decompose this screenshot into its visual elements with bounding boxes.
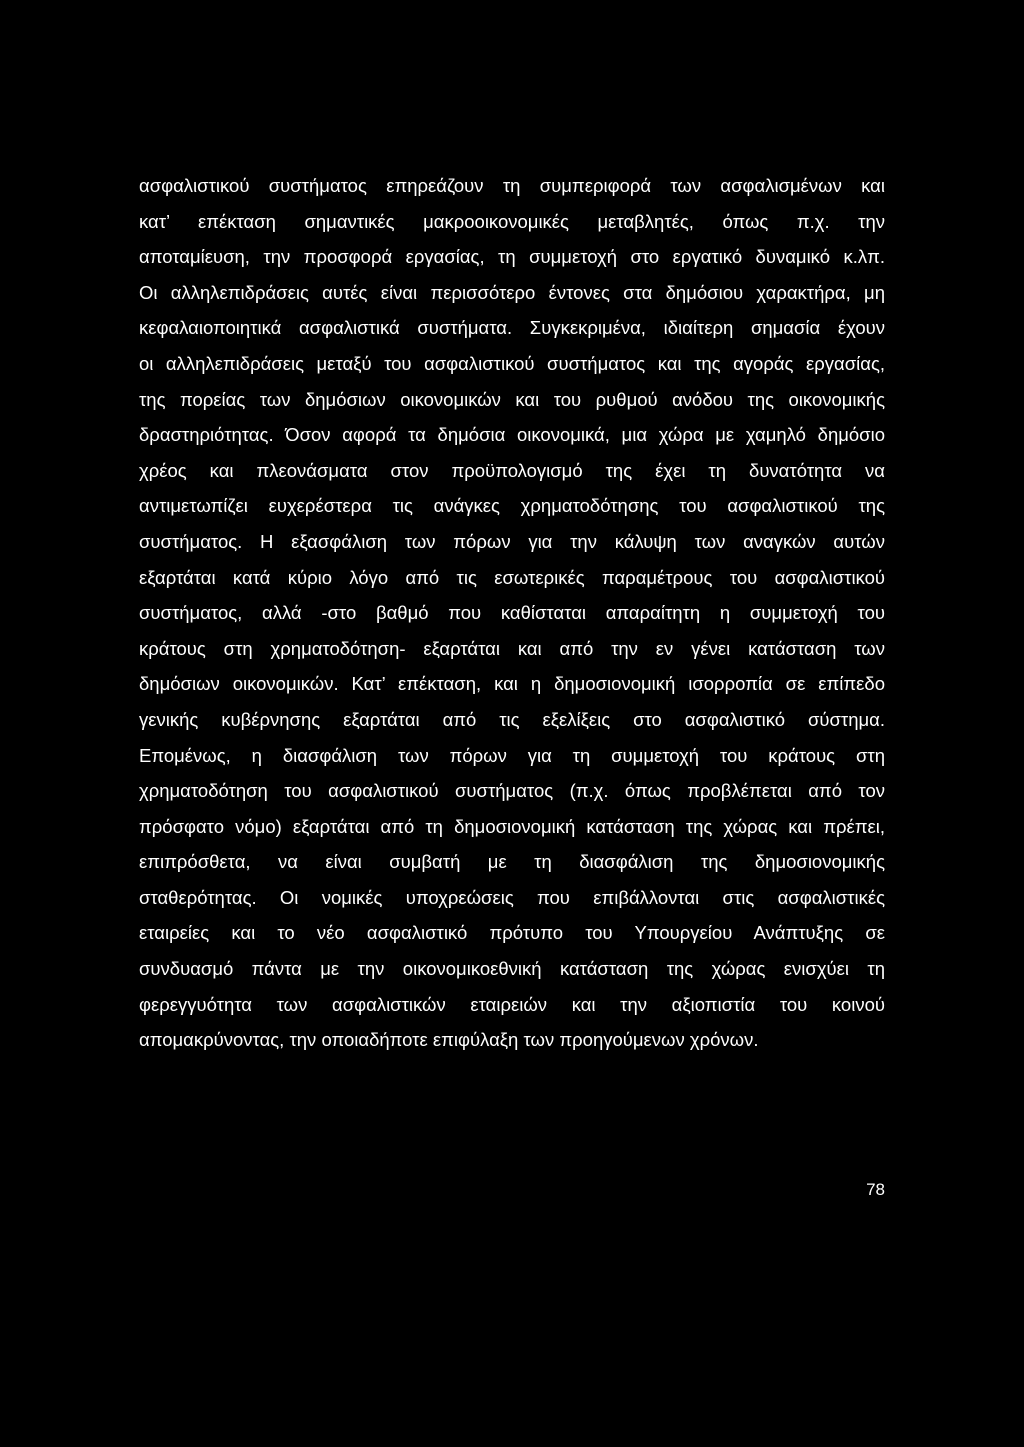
text-line: φερεγγυότητα των ασφαλιστικών εταιρειών και την αξιοπιστία του κοινού <box>139 993 885 1015</box>
body-paragraph <box>139 168 885 1058</box>
text-line: συστήματος, αλλά -στο βαθμό που καθίσταται απαραίτητη η συμμετοχή του <box>139 602 885 624</box>
text-line: κράτους στη χρηματοδότηση- εξαρτάται και από την εν γένει κατάσταση των <box>139 637 885 659</box>
text-line: κεφαλαιοποιητικά ασφαλιστικά συστήματα. Συγκεκριμένα, ιδιαίτερη σημασία έχουν <box>139 317 885 339</box>
text-line: Επομένως, η διασφάλιση των πόρων για τη συμμετοχή του κράτους στη <box>139 744 885 766</box>
text-line: αποταμίευση, την προσφορά εργασίας, τη συμμετοχή στο εργατικό δυναμικό κ.λπ. <box>139 246 885 268</box>
text-line: εξαρτάται κατά κύριο λόγο από τις εσωτερικές παραμέτρους του ασφαλιστικού <box>139 566 885 588</box>
text-line: απομακρύνοντας, την οποιαδήποτε επιφύλαξη των προηγούμενων χρόνων. <box>139 1029 759 1051</box>
text-line: σταθερότητας. Οι νομικές υποχρεώσεις που επιβάλλονται στις ασφαλιστικές <box>139 886 885 908</box>
text-line: κατ’ επέκταση σημαντικές μακροοικονομικές μεταβλητές, όπως π.χ. την <box>139 210 885 232</box>
text-line: πρόσφατο νόμο) εξαρτάται από τη δημοσιονομική κατάσταση της χώρας και πρέπει, <box>139 815 885 837</box>
text-line: συνδυασμό πάντα με την οικονομικοεθνική κατάσταση της χώρας ενισχύει τη <box>139 958 885 980</box>
text-line: γενικής κυβέρνησης εξαρτάται από τις εξελίξεις στο ασφαλιστικό σύστημα. <box>139 708 885 730</box>
text-line: συστήματος. Η εξασφάλιση των πόρων για την κάλυψη των αναγκών αυτών <box>139 530 885 552</box>
text-line: Οι αλληλεπιδράσεις αυτές είναι περισσότερο έντονες στα δημόσιου χαρακτήρα, μη <box>139 281 885 303</box>
text-line: εταιρείες και το νέο ασφαλιστικό πρότυπο του Υπουργείου Ανάπτυξης σε <box>139 922 885 944</box>
text-line: δημόσιων οικονομικών. Κατ’ επέκταση, και η δημοσιονομική ισορροπία σε επίπεδο <box>139 673 885 695</box>
text-line: χρέος και πλεονάσματα στον προϋπολογισμό της έχει τη δυνατότητα να <box>139 459 885 481</box>
text-line: ασφαλιστικού συστήματος επηρεάζουν τη συμπεριφορά των ασφαλισμένων και <box>139 175 885 196</box>
text-line: οι αλληλεπιδράσεις μεταξύ του ασφαλιστικού συστήματος και της αγοράς εργασίας, <box>139 352 885 374</box>
text-line: χρηματοδότηση του ασφαλιστικού συστήματος (π.χ. όπως προβλέπεται από τον <box>139 780 885 802</box>
text-line: αντιμετωπίζει ευχερέστερα τις ανάγκες χρηματοδότησης του ασφαλιστικού της <box>139 495 885 517</box>
page-number: 78 <box>866 1180 885 1199</box>
text-line: δραστηριότητας. Όσον αφορά τα δημόσια οικονομικά, μια χώρα με χαμηλό δημόσιο <box>139 424 885 446</box>
text-line: της πορείας των δημόσιων οικονομικών και του ρυθμού ανόδου της οικονομικής <box>139 388 885 410</box>
text-line: επιπρόσθετα, να είναι συμβατή με τη διασφάλιση της δημοσιονομικής <box>139 851 885 873</box>
